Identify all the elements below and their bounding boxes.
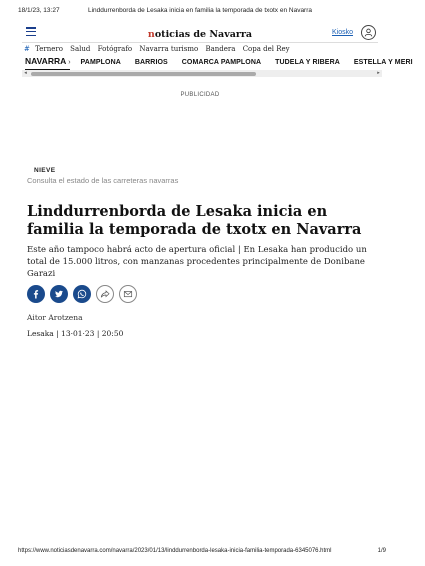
section-pamplona[interactable]: PAMPLONA xyxy=(80,59,121,66)
print-page-title: Linddurrenborda de Lesaka inicia en familia la temporada de txotx en Navarra xyxy=(87,7,313,14)
article-subtitle: Este año tampoco habrá acto de apertura oficial | En Lesaka han producido un total de 15.000 litros, con manzanas procedentes principalmente de Donibane Garazi xyxy=(27,245,367,279)
tag-link[interactable]: Fotógrafo xyxy=(97,45,133,53)
scroll-left-icon[interactable]: ◂ xyxy=(24,70,27,76)
tag-link[interactable]: Ternero xyxy=(35,45,63,53)
scrollbar-thumb[interactable] xyxy=(31,72,256,76)
share-link-button[interactable] xyxy=(96,285,114,303)
logo-initial: n xyxy=(147,29,155,40)
share-twitter-button[interactable] xyxy=(50,285,68,303)
facebook-icon xyxy=(31,289,41,299)
trending-tags xyxy=(24,45,295,55)
kiosko-link[interactable]: Kiosko xyxy=(332,29,354,36)
section-nav-scrollbar[interactable] xyxy=(22,70,382,77)
related-link[interactable]: Consulta el estado de las carreteras navarras xyxy=(27,176,179,185)
header-divider xyxy=(22,42,378,43)
hash-icon: # xyxy=(24,45,30,53)
print-datetime: 18/1/23, 13:27 xyxy=(18,7,60,14)
tag-link[interactable]: Navarra turismo xyxy=(139,45,199,53)
ad-label: PUBLICIDAD xyxy=(180,92,220,98)
share-buttons xyxy=(27,285,142,303)
user-icon xyxy=(364,28,373,37)
print-url: https://www.noticiasdenavarra.com/navarra/2023/01/13/linddurrenborda-lesaka-inicia-familia-temporada-6345076.html xyxy=(18,548,332,554)
article-dateline: Lesaka | 13·01·23 | 20:50 xyxy=(27,329,124,338)
section-estella[interactable]: ESTELLA Y MERI xyxy=(353,59,413,66)
section-tudela-ribera[interactable]: TUDELA Y RIBERA xyxy=(275,59,340,66)
chevron-right-icon: › xyxy=(68,59,71,66)
section-navarra[interactable]: NAVARRA xyxy=(25,56,67,66)
scroll-right-icon[interactable]: ▸ xyxy=(377,70,380,76)
share-email-button[interactable] xyxy=(119,285,137,303)
print-footer xyxy=(0,548,400,560)
section-barrios[interactable]: BARRIOS xyxy=(134,59,168,66)
logo-text: oticias de Navarra xyxy=(154,29,253,40)
article-category[interactable]: NIEVE xyxy=(34,167,56,174)
print-header xyxy=(0,0,400,18)
user-account-button[interactable] xyxy=(361,25,376,40)
print-page-number: 1/9 xyxy=(377,548,386,554)
share-facebook-button[interactable] xyxy=(27,285,45,303)
article-headline: Linddurrenborda de Lesaka inicia en familia la temporada de txotx en Navarra xyxy=(27,203,362,238)
share-arrow-icon xyxy=(100,289,110,299)
section-nav xyxy=(22,56,413,70)
share-whatsapp-button[interactable] xyxy=(73,285,91,303)
section-comarca-pamplona[interactable]: COMARCA PAMPLONA xyxy=(181,59,262,66)
mail-icon xyxy=(123,289,133,299)
tag-link[interactable]: Copa del Rey xyxy=(242,45,290,53)
site-header xyxy=(0,22,400,44)
article-author[interactable]: Aitor Arotzena xyxy=(27,313,83,322)
tag-link[interactable]: Salud xyxy=(70,45,91,53)
whatsapp-icon xyxy=(77,289,87,299)
twitter-icon xyxy=(54,289,64,299)
tag-link[interactable]: Bandera xyxy=(205,45,236,53)
